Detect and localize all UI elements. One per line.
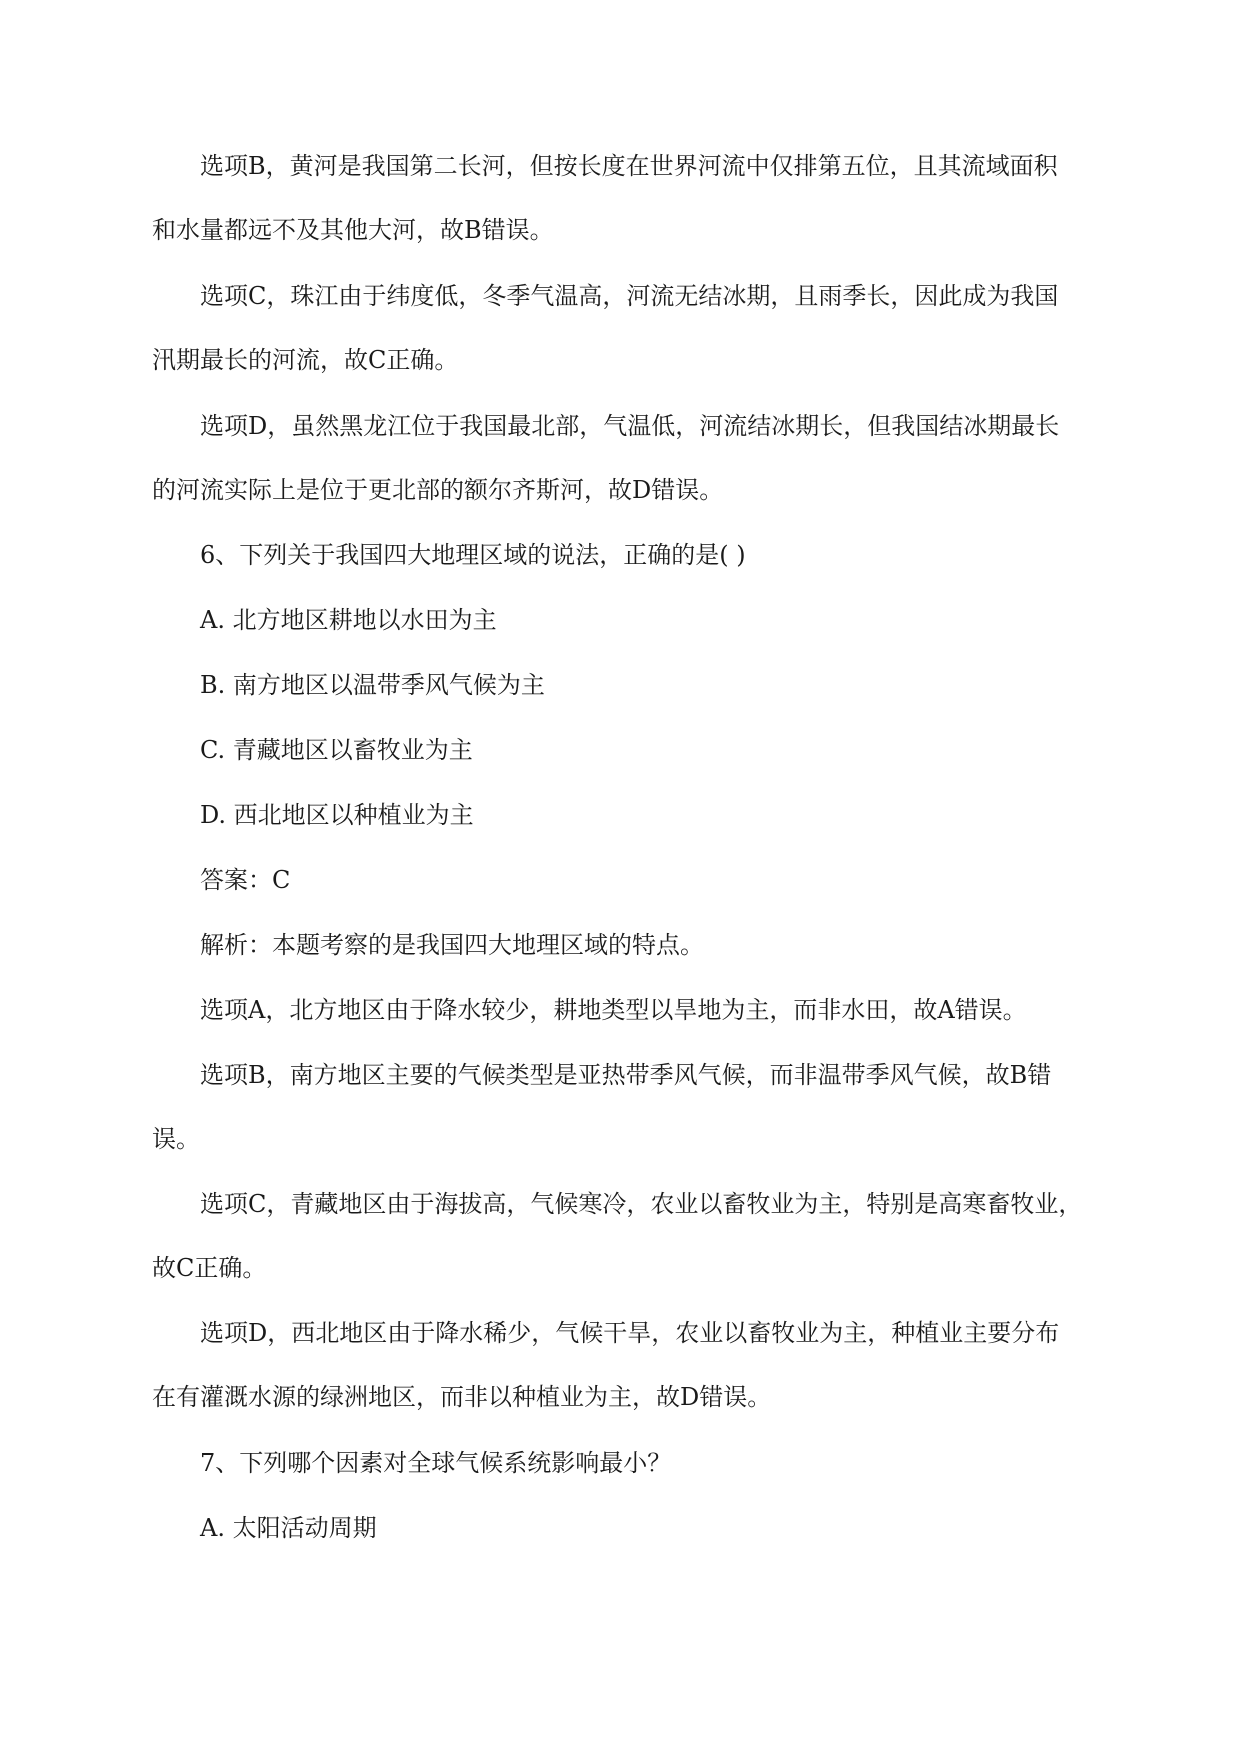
text-line: 故C正确。 <box>152 1254 267 1282</box>
text-line: 选项B，南方地区主要的气候类型是亚热带季风气候，而非温带季风气候，故B错 <box>200 1061 1052 1089</box>
text-line: 和水量都远不及其他大河，故B错误。 <box>152 216 554 244</box>
text-line: 选项D，虽然黑龙江位于我国最北部，气温低，河流结冰期长，但我国结冰期最长 <box>200 412 1060 440</box>
text-line: 误。 <box>152 1125 200 1153</box>
answer: 答案：C <box>200 866 291 894</box>
question-title: 6、下列关于我国四大地理区域的说法，正确的是( ) <box>200 541 746 569</box>
text-line: 的河流实际上是位于更北部的额尔齐斯河，故D错误。 <box>152 476 724 504</box>
option-a: A. 太阳活动周期 <box>200 1514 377 1542</box>
text-line: 选项C，青藏地区由于海拔高，气候寒冷，农业以畜牧业为主，特别是高寒畜牧业， <box>200 1190 1083 1218</box>
analysis: 解析：本题考察的是我国四大地理区域的特点。 <box>200 931 704 959</box>
option-c: C. 青藏地区以畜牧业为主 <box>200 736 473 764</box>
text-line: 选项A，北方地区由于降水较少，耕地类型以旱地为主，而非水田，故A错误。 <box>200 996 1027 1024</box>
text-line: 选项D，西北地区由于降水稀少，气候干旱，农业以畜牧业为主，种植业主要分布 <box>200 1319 1060 1347</box>
question-title: 7、下列哪个因素对全球气候系统影响最小？ <box>200 1449 672 1477</box>
text-line: 汛期最长的河流，故C正确。 <box>152 346 459 374</box>
option-d: D. 西北地区以种植业为主 <box>200 801 474 829</box>
option-b: B. 南方地区以温带季风气候为主 <box>200 671 545 699</box>
text-line: 选项B，黄河是我国第二长河，但按长度在世界河流中仅排第五位，且其流域面积 <box>200 152 1058 180</box>
option-a: A. 北方地区耕地以水田为主 <box>200 606 497 634</box>
text-line: 选项C，珠江由于纬度低，冬季气温高，河流无结冰期，且雨季长，因此成为我国 <box>200 282 1059 310</box>
text-line: 在有灌溉水源的绿洲地区，而非以种植业为主，故D错误。 <box>152 1383 772 1411</box>
